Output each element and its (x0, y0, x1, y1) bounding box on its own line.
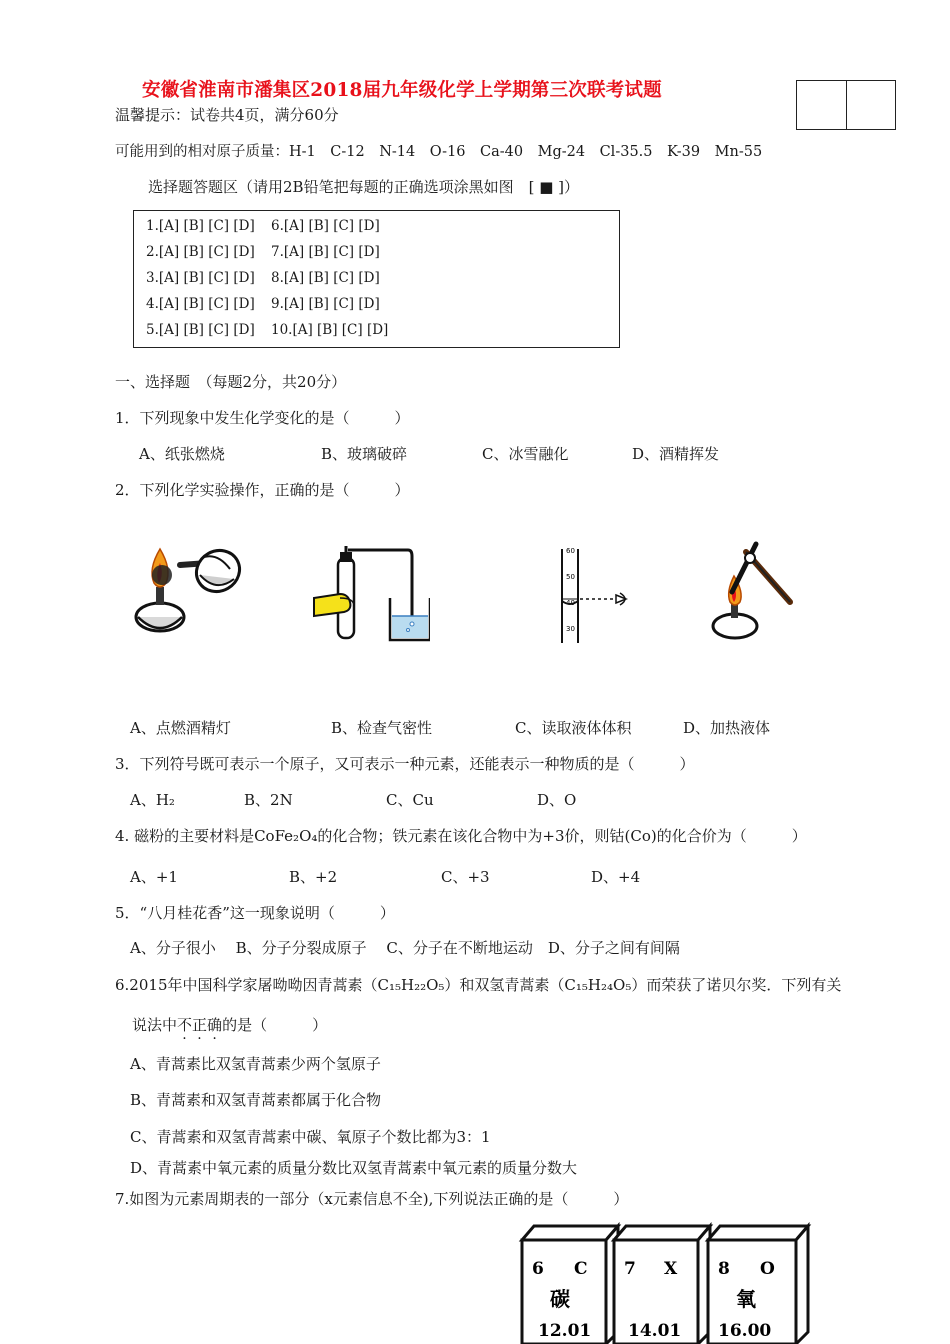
q3-option-d: D、O (537, 791, 577, 809)
answer-choices[interactable]: 3.[A] [B] [C] [D] (146, 270, 255, 286)
q2-option-d: D、加热液体 (683, 719, 771, 737)
element-number: 8 (718, 1259, 730, 1279)
element-symbol: C (574, 1259, 588, 1279)
answer-choices[interactable]: 8.[A] [B] [C] [D] (271, 270, 380, 286)
q3-option-b: B、2N (244, 791, 293, 809)
answer-row (146, 296, 380, 312)
element-symbol: X (664, 1259, 678, 1279)
q4-option-c: C、+3 (441, 868, 490, 886)
q4-option-a: A、+1 (130, 868, 178, 886)
q5-options: A、分子很小 B、分子分裂成原子 C、分子在不断地运动 D、分子之间有间隔 (130, 939, 680, 957)
answer-grid (133, 210, 620, 348)
question-6-stem-line2 (132, 1014, 327, 1035)
question-3-stem: 3．下列符号既可表示一个原子，又可表示一种元素，还能表示一种物质的是（ ） (115, 755, 695, 773)
q4-option-d: D、+4 (591, 868, 641, 886)
answer-row (146, 244, 380, 260)
question-2-stem: 2．下列化学实验操作，正确的是（ ） (115, 481, 410, 499)
element-mass: 12.01 (538, 1321, 592, 1341)
q3-option-c: C、Cu (386, 791, 434, 809)
tip-text: 温馨提示：试卷共4页，满分60分 (115, 106, 339, 124)
q2-option-b: B、检查气密性 (331, 719, 433, 737)
atomic-mass-text: 可能用到的相对原子质量：H-1 C-12 N-14 O-16 Ca-40 Mg-24 Cl-35.5 K-39 Mn-55 (115, 144, 763, 160)
q2-option-c: C、读取液体体积 (515, 719, 632, 737)
question-7-stem: 7.如图为元素周期表的一部分（x元素信息不全),下列说法正确的是（ ） (115, 1190, 629, 1208)
element-number: 7 (624, 1259, 636, 1279)
scale-tick-label: 30 (566, 625, 575, 633)
answer-choices[interactable]: 2.[A] [B] [C] [D] (146, 244, 255, 260)
question-5-stem: 5．“八月桂花香”这一现象说明（ ） (115, 904, 395, 922)
q6-option-d: D、青蒿素中氧元素的质量分数比双氢青蒿素中氧元素的质量分数大 (130, 1159, 578, 1177)
element-mass: 14.01 (628, 1321, 682, 1341)
emphasized-char: 正 (192, 1016, 208, 1034)
reading-volume-figure (550, 545, 640, 645)
stem-text: 的是（ ） (222, 1016, 328, 1034)
answer-choices[interactable]: 9.[A] [B] [C] [D] (271, 296, 380, 312)
stem-text: 说法中 (132, 1016, 178, 1034)
answer-row (146, 218, 380, 234)
periodic-table-fragment (518, 1222, 836, 1344)
q4-option-b: B、+2 (289, 868, 338, 886)
q6-option-a: A、青蒿素比双氢青蒿素少两个氢原子 (130, 1055, 381, 1073)
question-4-stem: 4. 磁粉的主要材料是CoFe₂O₄的化合物；铁元素在该化合物中为+3价，则钴(Co)的化合价为（ ） (115, 827, 807, 845)
q1-option-b: B、玻璃破碎 (321, 445, 408, 463)
emphasized-char: 确 (207, 1016, 223, 1034)
q6-option-c: C、青蒿素和双氢青蒿素中碳、氧原子个数比都为3：1 (130, 1128, 491, 1146)
answer-choices[interactable]: 7.[A] [B] [C] [D] (271, 244, 380, 260)
airtightness-check-figure (310, 540, 430, 645)
element-symbol: O (760, 1259, 775, 1279)
answer-choices[interactable]: 6.[A] [B] [C] [D] (271, 218, 380, 234)
element-card-x (614, 1226, 710, 1344)
element-name: 氧 (736, 1287, 756, 1311)
answer-choices[interactable]: 4.[A] [B] [C] [D] (146, 296, 255, 312)
q1-option-d: D、酒精挥发 (632, 445, 720, 463)
scale-tick-label: 50 (566, 573, 575, 581)
q1-option-a: A、纸张燃烧 (139, 445, 225, 463)
element-name: 碳 (550, 1287, 570, 1311)
answer-row (146, 270, 380, 286)
q3-option-a: A、H₂ (130, 791, 175, 809)
score-cell (797, 81, 846, 129)
section-heading: 一、选择题 （每题2分，共20分） (115, 373, 347, 391)
answer-choices[interactable]: 1.[A] [B] [C] [D] (146, 218, 255, 234)
answer-row (146, 322, 388, 338)
question-6-stem: 6.2015年中国科学家屠呦呦因青蒿素（C₁₅H₂₂O₅）和双氢青蒿素（C₁₅H₂₄O₅）而荣获了诺贝尔奖．下列有关 (115, 976, 842, 994)
q2-option-a: A、点燃酒精灯 (130, 719, 231, 737)
emphasized-char: 不 (177, 1016, 193, 1034)
score-cell (846, 81, 896, 129)
answer-choices[interactable]: 5.[A] [B] [C] [D] (146, 322, 255, 338)
element-card-oxygen (708, 1226, 808, 1344)
element-mass: 16.00 (718, 1321, 772, 1341)
q6-option-b: B、青蒿素和双氢青蒿素都属于化合物 (130, 1091, 382, 1109)
element-card-carbon (522, 1226, 618, 1344)
answer-choices[interactable]: 10.[A] [B] [C] [D] (271, 322, 389, 338)
page-title: 安徽省淮南市潘集区2018届九年级化学上学期第三次联考试题 (142, 80, 662, 101)
scale-tick-label: 40 (566, 599, 575, 607)
q1-option-c: C、冰雪融化 (482, 445, 569, 463)
element-number: 6 (532, 1259, 544, 1279)
scale-tick-label: 60 (566, 547, 575, 555)
answer-instruction: 选择题答题区（请用2B铅笔把每题的正确选项涂黑如图 [ ■ ]） (148, 178, 579, 196)
question-1-stem: 1．下列现象中发生化学变化的是（ ） (115, 409, 410, 427)
heating-liquid-figure (688, 538, 798, 648)
lighting-alcohol-lamp-figure (130, 535, 250, 645)
emphasized-text (177, 1016, 222, 1034)
score-box (796, 80, 896, 130)
